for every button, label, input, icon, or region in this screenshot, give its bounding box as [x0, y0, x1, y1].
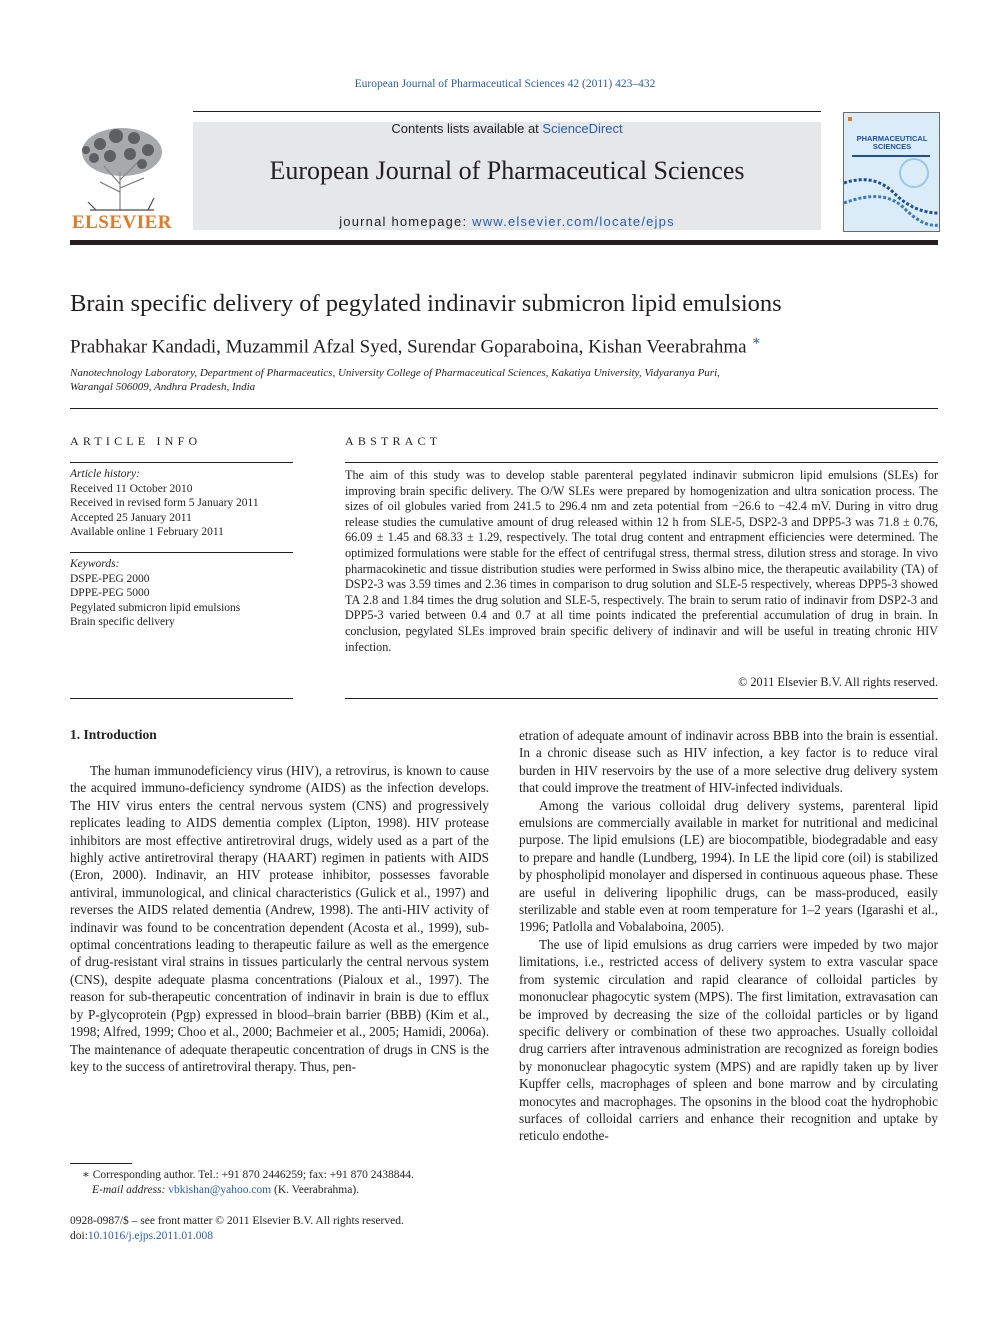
title-rule — [70, 408, 938, 409]
homepage-line — [193, 214, 821, 229]
history-online: Available online 1 February 2011 — [70, 526, 224, 538]
body-paragraph: The use of lipid emulsions as drug carriers were impeded by two major limitations, i.e., restricted access of delivery system to extra vascular space from systemic circulation and rapid clearance of colloidal particles by mononuclear phagocytic system (MPS). The first limitation, extravasation can be improved by decreasing the size of the colloidal particles or by ligand specific delivery or combination of these two approaches. Usually colloidal drug carriers after intravenous administration are recognized as foreign bodies by mononuclear phagocytic system (MPS) and are rapidly taken up by liver Kupffer cells, macrophages of spleen and bone marrow and by circulating monocytes and macrophages. The opsonins in the blood coat the hydrophobic surfaces of colloidal carriers and enhance their recognition and uptake by reticulo endothe- — [519, 936, 938, 1144]
body-right-column — [519, 727, 938, 1145]
body-paragraph: The human immunodeficiency virus (HIV), a retrovirus, is known to cause the acquired immuno-deficiency syndrome (AIDS) as the infection develops. The HIV virus enters the central nervous system (CNS) and progressively replicates leading to AIDS dementia complex (Lipton, 1998). HIV protease inhibitors are most effective antiretroviral drugs, widely used as a part of the highly active antiretroviral therapy (HAART) regimen in patients with AIDS (Eron, 2000). Indinavir, an HIV protease inhibitor, possesses favorable antiviral, immunological, and clinical characteristics (Gulick et al., 1997) and reverses the AIDS related dementia (Andrew, 1998). The anti-HIV activity of indinavir was found to be concentration dependent (Acosta et al., 1999), sub-optimal concentrations leading to therapeutic failure as well as the emergence of drug-resistant viral strains in tissues particularly the central nervous system (CNS), despite adequate plasma concentrations (Pialoux et al., 1997). The reason for sub-therapeutic concentration of indinavir in brain is due to efflux by P-glycoprotein (Pgp) expressed in blood–brain barrier (BBB) (Kim et al., 1998; Alfred, 1999; Choo et al., 2000; Bachmeier et al., 2005; Hamidi, 2006a). The maintenance of adequate therapeutic concentration of drugs in CNS is the key to the success of antiretroviral therapy. Thus, pen- — [70, 763, 489, 1074]
email-link[interactable]: vbkishan@yahoo.com — [168, 1184, 272, 1196]
body-left-column — [70, 762, 489, 1075]
journal-citation[interactable]: European Journal of Pharmaceutical Sciences 42 (2011) 423–432 — [354, 78, 656, 90]
author-list — [70, 333, 940, 358]
cover-title-line2: SCIENCES — [872, 142, 912, 151]
keywords — [70, 557, 293, 630]
abstract-heading: ABSTRACT — [345, 434, 442, 448]
keyword-item: DSPE-PEG 2000 — [70, 572, 150, 585]
sciencedirect-link[interactable]: ScienceDirect — [542, 121, 623, 136]
history-accepted: Accepted 25 January 2011 — [70, 511, 192, 524]
footnote-contact: Corresponding author. Tel.: +91 870 2446259; fax: +91 870 2438844. — [92, 1169, 414, 1181]
affiliation-line2: Warangal 506009, Andhra Pradesh, India — [70, 381, 256, 393]
header-top-rule — [193, 111, 821, 112]
footnote-rule — [70, 1163, 132, 1164]
email-suffix: (K. Veerabrahma). — [274, 1184, 360, 1196]
article-info-heading: ARTICLE INFO — [70, 434, 202, 448]
cover-title-line1: PHARMACEUTICAL — [856, 134, 928, 143]
front-matter — [70, 1214, 489, 1244]
cover-art-icon — [844, 113, 939, 231]
abstract-rule — [345, 462, 938, 463]
keywords-label: Keywords: — [70, 558, 120, 570]
article-history — [70, 467, 293, 540]
abstract-copyright: © 2011 Elsevier B.V. All rights reserved. — [738, 675, 938, 689]
corresponding-author-mark[interactable]: ∗ — [751, 334, 761, 349]
history-label: Article history: — [70, 468, 140, 480]
issn-line: 0928-0987/$ – see front matter © 2011 Elsevier B.V. All rights reserved. — [70, 1215, 404, 1227]
homepage-link[interactable]: www.elsevier.com/locate/ejps — [472, 214, 675, 229]
header-thick-rule — [70, 240, 938, 245]
body-paragraph: Among the various colloidal drug delivery systems, parenteral lipid emulsions are commercially available in market for nutritional and medicinal purpose. The lipid emulsions (LE) are biocompatible, biodegradable and easy to prepare and handle (Lundberg, 1994). In LE the lipid core (oil) is stabilized by phospholipid monolayer and dispersed in continuous aqueous phase. These are useful in delivering lipophilic drugs, can be mass-produced, easily sterilizable and stable even at room temperature for 1–2 years (Igarashi et al., 1996; Patlolla and Vobalaboina, 2005). — [519, 797, 938, 935]
doi-link[interactable]: 10.1016/j.ejps.2011.01.008 — [87, 1230, 214, 1242]
homepage-prefix: journal homepage: — [339, 214, 473, 229]
introduction-heading: 1. Introduction — [70, 727, 157, 742]
abstract-rule-bottom — [345, 698, 938, 699]
journal-name: European Journal of Pharmaceutical Sciences — [269, 156, 745, 185]
affiliation — [70, 366, 790, 394]
keyword-item: DPPE-PEG 5000 — [70, 587, 150, 599]
affiliation-line1: Nanotechnology Laboratory, Department of Pharmaceutics, University College of Pharmaceutical Sciences, Kakatiya University, Vidyaranya Puri, — [70, 367, 720, 379]
email-label: E-mail address: — [92, 1184, 166, 1196]
corresponding-author-footnote — [70, 1168, 489, 1198]
body-paragraph: etration of adequate amount of indinavir across BBB into the brain is essential. In a chronic disease such as HIV infection, a key factor is to reduce viral burden in HIV reservoirs by the use of a more selective drug delivery system that could improve the treatment of HIV-infected individuals. — [519, 728, 938, 796]
article-info-rule — [70, 462, 293, 463]
article-info-rule-middle — [70, 552, 293, 553]
history-received: Received 11 October 2010 — [70, 482, 193, 495]
elsevier-wordmark: ELSEVIER — [71, 212, 173, 233]
article-title: Brain specific delivery of pegylated indinavir submicron lipid emulsions — [70, 290, 782, 317]
footnote-mark: ∗ — [82, 1169, 90, 1181]
doi-label: doi: — [70, 1230, 88, 1242]
journal-cover-thumbnail[interactable] — [843, 112, 940, 232]
abstract-text: The aim of this study was to develop stable parenteral pegylated indinavir submicron lipid emulsions (SLEs) for improving brain specific delivery. The O/W SLEs were prepared by homogenization and ultra sonication process. The sizes of oil globules varied from 241.5 to 296.4 nm and zeta potential from −26.6 to −42.4 mV. During in vitro drug release studies the cumulative amount of drug released within 12 h from SLE-5, DSP2-3 and DPP5-3 was 71.8 ± 0.76, 66.09 ± 1.45 and 68.33 ± 1.29, respectively. The total drug content and entrapment efficiencies were determined. The optimized formulations were stable for the effect of centrifugal stress, thermal stress, dilution stress and storage. In vivo pharmacokinetic and tissue distribution studies were performed in Swiss albino mice, the therapeutic availability (TA) of DSP2-3 was 3.59 times and 2.36 times in comparison to drug solution and SLE-5 respectively, whereas DPP5-3 showed TA 2.8 and 1.84 times the drug solution and SLE-5, respectively. The brain to serum ratio of indinavir from DSP2-3 and DPP5-3 varied between 0.4 and 0.7 at all time points indicated the preferential accumulation of drug in brain. In conclusion, pegylated SLEs improved brain specific delivery of indinavir and will be useful in treating chronic HIV infection. — [345, 468, 938, 654]
contents-line — [193, 121, 821, 136]
contents-prefix: Contents lists available at — [391, 121, 543, 136]
article-info-rule-bottom — [70, 698, 293, 699]
history-revised: Received in revised form 5 January 2011 — [70, 497, 259, 509]
author-names: Prabhakar Kandadi, Muzammil Afzal Syed, Surendar Goparaboina, Kishan Veerabrahma — [70, 336, 747, 358]
keyword-item: Brain specific delivery — [70, 616, 175, 628]
keyword-item: Pegylated submicron lipid emulsions — [70, 601, 241, 614]
